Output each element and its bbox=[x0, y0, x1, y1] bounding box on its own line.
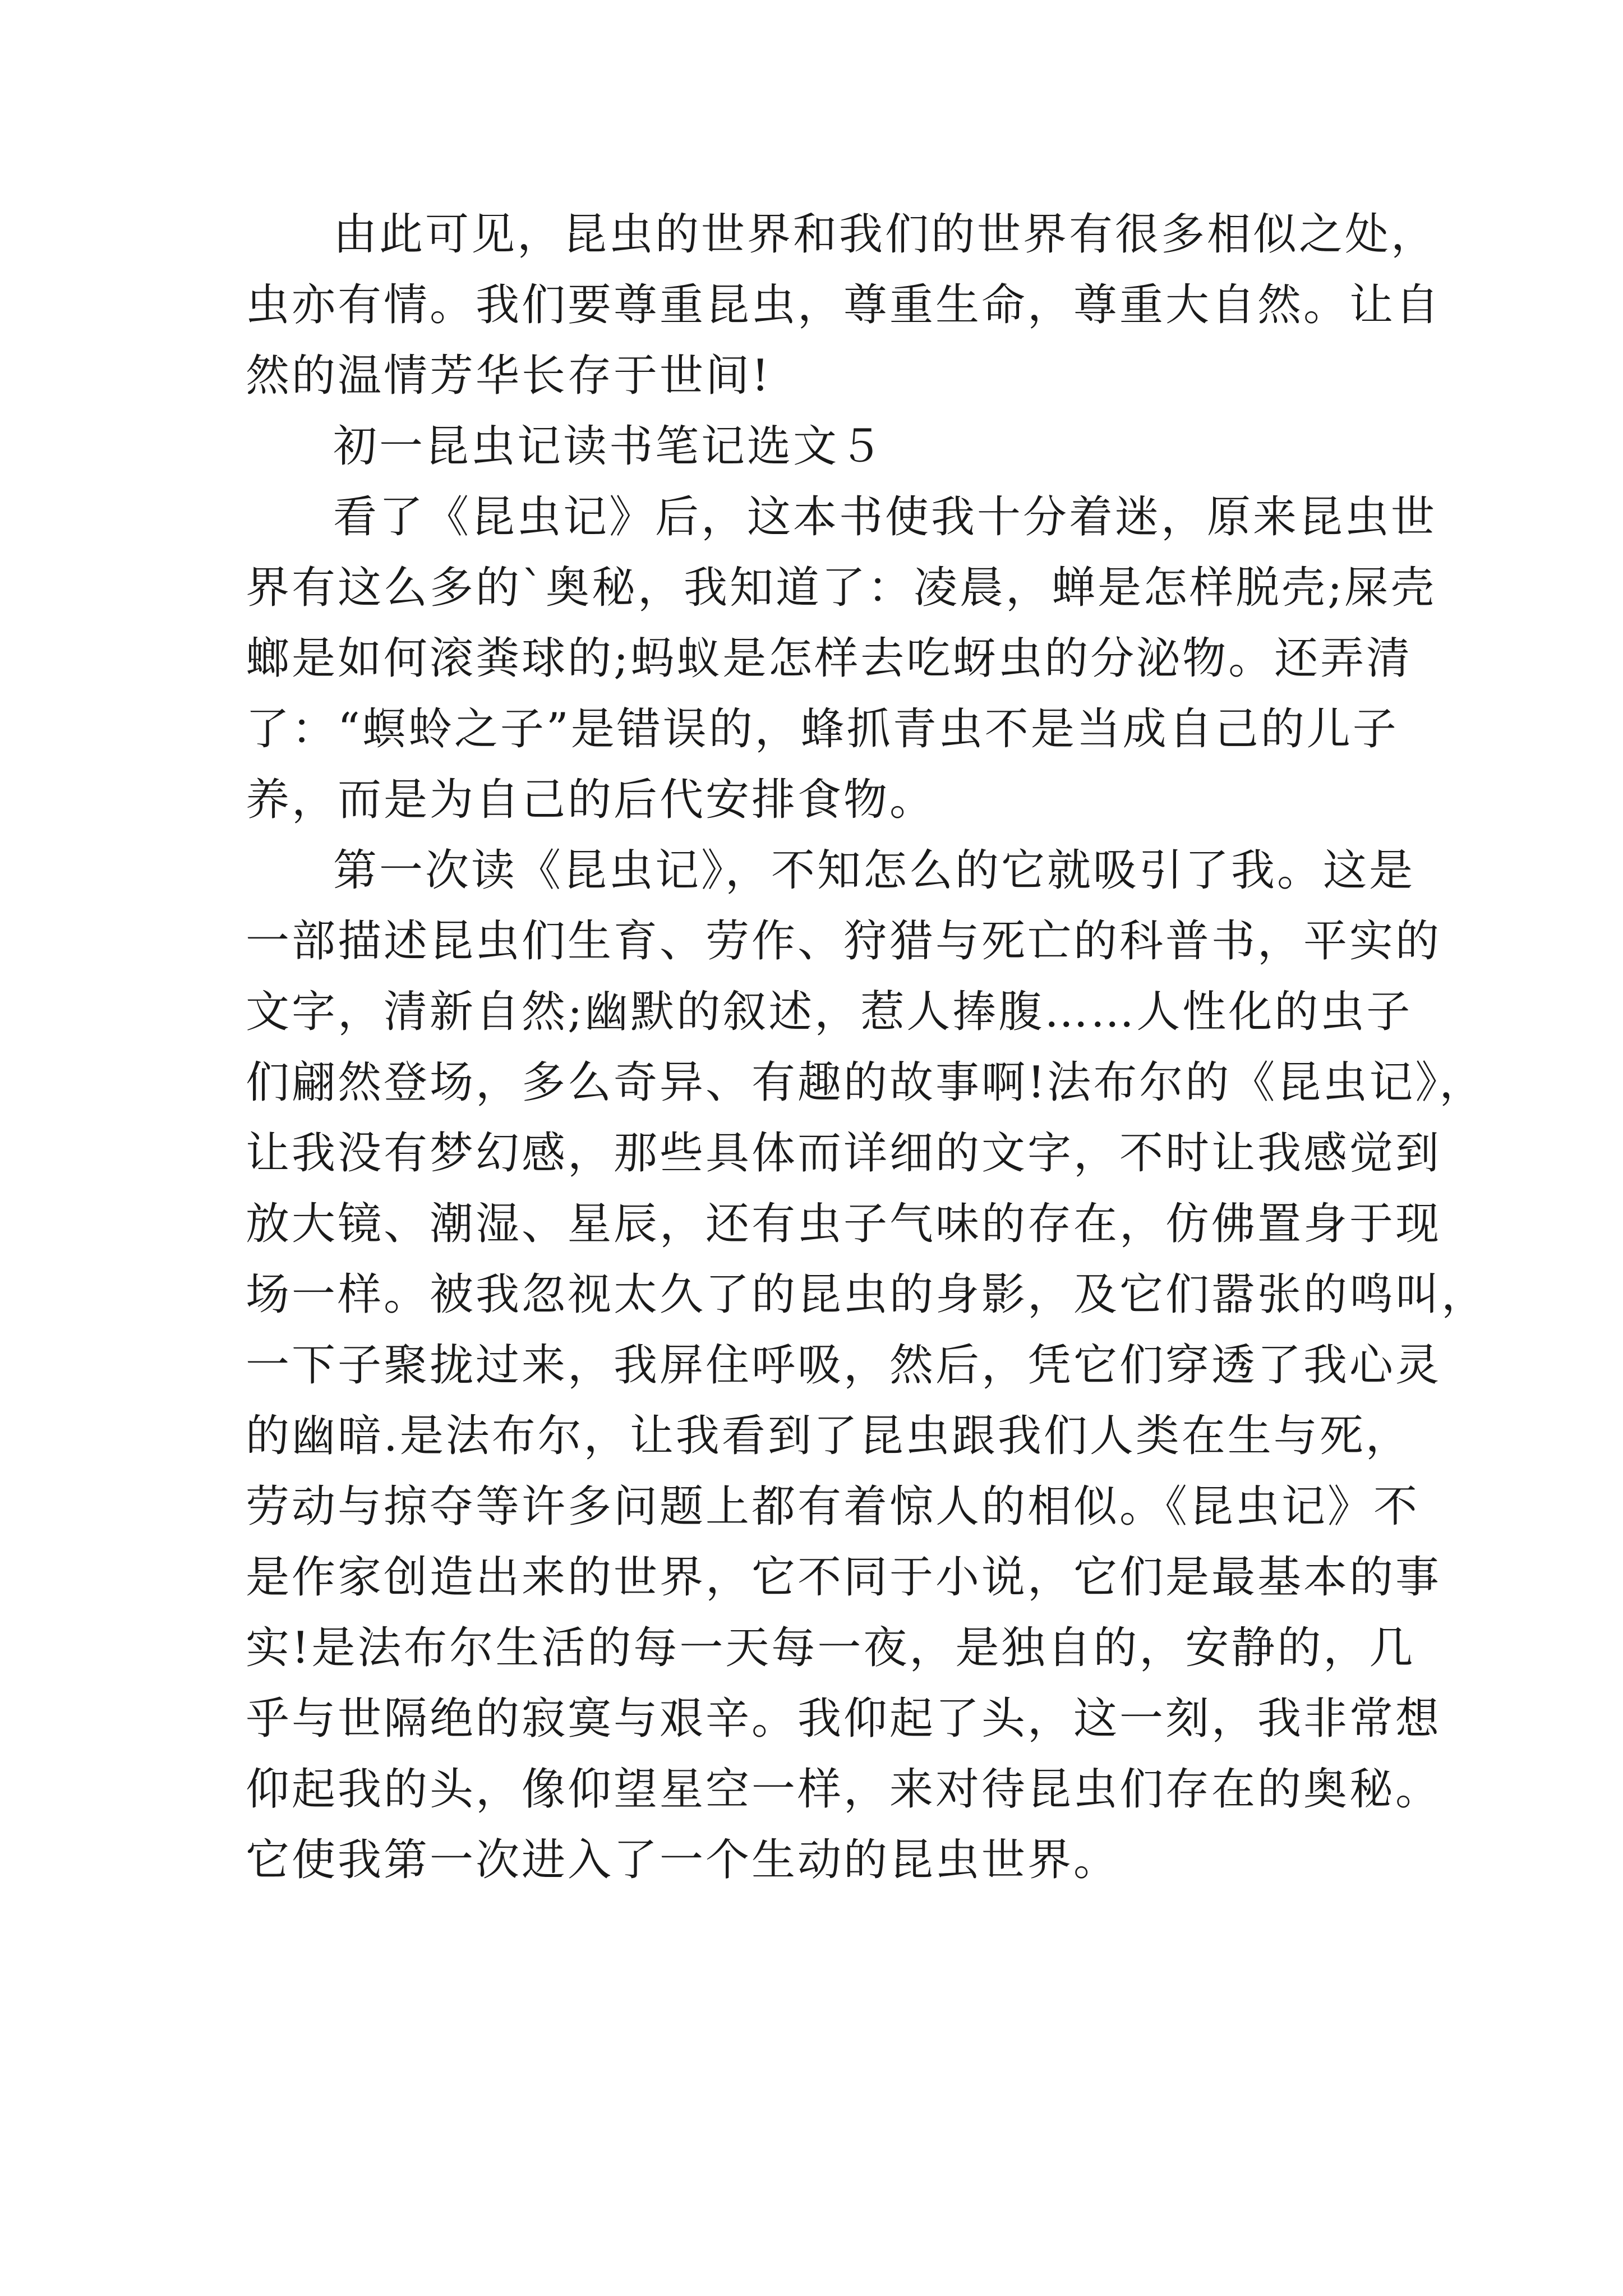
paragraph-line: 然的温情芳华长存于世间! bbox=[246, 351, 772, 401]
paragraph-line: 虫亦有情。我们要尊重昆虫，尊重生命，尊重大自然。让自 bbox=[246, 280, 1442, 330]
paragraph-line: 第一次读《昆虫记》，不知怎么的它就吸引了我。这是 bbox=[333, 845, 1415, 896]
paragraph-line: 了：“螟蛉之子”是错误的，蜂抓青虫不是当成自己的儿子 bbox=[246, 704, 1399, 754]
paragraph-line: 界有这么多的`奥秘，我知道了：凌晨，蝉是怎样脱壳;屎壳 bbox=[246, 563, 1437, 613]
paragraph-line: 实!是法布尔生活的每一天每一夜，是独自的，安静的，几 bbox=[246, 1623, 1415, 1673]
section-heading: 初一昆虫记读书笔记选文５ bbox=[333, 421, 886, 472]
paragraph-line: 仰起我的头，像仰望星空一样，来对待昆虫们存在的奥秘。 bbox=[246, 1764, 1442, 1815]
paragraph-line: 劳动与掠夺等许多问题上都有着惊人的相似。《昆虫记》不 bbox=[246, 1481, 1420, 1532]
paragraph-line: 一部描述昆虫们生育、劳作、狩猎与死亡的科普书，平实的 bbox=[246, 916, 1442, 967]
paragraph-line: 养，而是为自己的后代安排食物。 bbox=[246, 775, 936, 825]
paragraph-line: 让我没有梦幻感，那些具体而详细的文字，不时让我感觉到 bbox=[246, 1128, 1442, 1179]
paragraph-line: 放大镜、潮湿、星辰，还有虫子气味的存在，仿佛置身于现 bbox=[246, 1199, 1442, 1249]
paragraph-line: 是作家创造出来的世界，它不同于小说，它们是最基本的事 bbox=[246, 1552, 1442, 1603]
paragraph-line: 们翩然登场，多么奇异、有趣的故事啊!法布尔的《昆虫记》， bbox=[246, 1057, 1486, 1108]
paragraph-line: 一下子聚拢过来，我屏住呼吸，然后，凭它们穿透了我心灵 bbox=[246, 1340, 1442, 1391]
paragraph-line: 由此可见，昆虫的世界和我们的世界有很多相似之处， bbox=[333, 209, 1437, 260]
paragraph-line: 文字，清新自然;幽默的叙述，惹人捧腹……人性化的虫子 bbox=[246, 987, 1413, 1037]
paragraph-line: 螂是如何滚粪球的;蚂蚁是怎样去吃蚜虫的分泌物。还弄清 bbox=[246, 633, 1413, 684]
paragraph-line: 乎与世隔绝的寂寞与艰辛。我仰起了头，这一刻，我非常想 bbox=[246, 1694, 1442, 1744]
document-body bbox=[246, 199, 1488, 1895]
paragraph-line: 场一样。被我忽视太久了的昆虫的身影，及它们嚣张的鸣叫， bbox=[246, 1269, 1488, 1320]
paragraph-line: 看了《昆虫记》后，这本书使我十分着迷，原来昆虫世 bbox=[333, 492, 1437, 542]
paragraph-line: 的幽暗.是法布尔，让我看到了昆虫跟我们人类在生与死， bbox=[246, 1411, 1412, 1461]
paragraph-line: 它使我第一次进入了一个生动的昆虫世界。 bbox=[246, 1835, 1120, 1885]
